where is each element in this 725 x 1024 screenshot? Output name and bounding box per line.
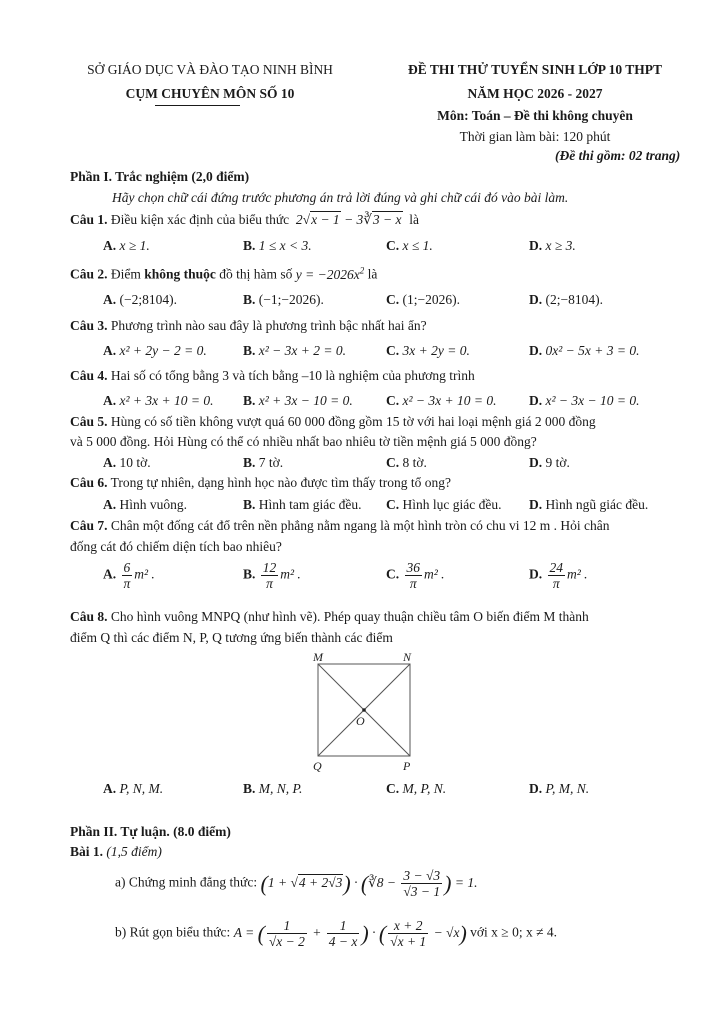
q8-option-c: C. M, P, N. <box>386 781 447 796</box>
question-5-line1: Câu 5. Hùng có số tiền không vượt quá 60 000 đồng gồm 15 tờ với hai loại mệnh giá 2 000 đồng <box>70 414 596 429</box>
q3-option-c: C. 3x + 2y = 0. <box>386 343 470 358</box>
q1-expression: 2√x − 1 − 3∛3 − x <box>292 212 402 227</box>
q1-option-d: D. x ≥ 3. <box>529 238 576 253</box>
q8-option-d: D. P, M, N. <box>529 781 590 796</box>
question-7-line2: đống cát đó chiếm diện tích bao nhiêu? <box>70 539 282 554</box>
page-count: (Đề thi gồm: 02 trang) <box>555 148 681 163</box>
bai1-b-condition: với x ≥ 0; x ≠ 4. <box>470 924 557 940</box>
label-n: N <box>403 650 412 664</box>
q8-option-b: B. M, N, P. <box>243 781 303 796</box>
question-2: Câu 2. Điểm không thuộc đồ thị hàm số $y = -2026x^2$ là <box>70 265 378 282</box>
q6-option-d: D. Hình ngũ giác đều. <box>529 497 649 512</box>
part2-title: Phần II. Tự luận. (8.0 điểm) <box>70 824 231 839</box>
q4-option-a: A. x² + 3x + 10 = 0. <box>103 393 214 408</box>
question-1 <box>70 212 419 228</box>
bai1-a: a) Chứng minh đẳng thức: (1 + √4 + 2√3) · (∛8 − $\frac{3 - √3}{√3 - 1}$ ) = 1. <box>115 868 478 899</box>
q2-option-b: B. (−1;−2026). <box>243 292 324 307</box>
q4-option-b: B. x² + 3x − 10 = 0. <box>243 393 353 408</box>
question-7-line1: Câu 7. Chân một đống cát đổ trên nền phẳng nằm ngang là một hình tròn có chu vi 12 m . Hỏi chân <box>70 518 610 533</box>
q7-option-b: B. $\frac{12}{\pi}$ m² . <box>243 560 301 591</box>
part1-title: Phần I. Trắc nghiệm (2,0 điểm) <box>70 169 250 184</box>
q2-option-d: D. (2;−8104). <box>529 292 603 307</box>
q4-option-c: C. x² − 3x + 10 = 0. <box>386 393 497 408</box>
q7-option-a: A. $\frac{6}{\pi}$ m² . <box>103 560 155 591</box>
q6-option-b: B. Hình tam giác đều. <box>243 497 362 512</box>
question-6: Câu 6. Trong tự nhiên, dạng hình học nào được tìm thấy trong tổ ong? <box>70 475 452 490</box>
question-4: Câu 4. Hai số có tổng bằng 3 và tích bằng –10 là nghiệm của phương trình <box>70 368 475 383</box>
question-8-line2: điểm Q thì các điểm N, P, Q tương ứng biến thành các điểm <box>70 630 393 645</box>
bai1-b: b) Rút gọn biểu thức: A = ( $\frac{1}{√x - 2}$ + $\frac{1}{4 - x}$ ) · ( $\frac{x + 2}{√x + 1}$ − √x) với x ≥ 0; x ≠ 4. <box>115 918 557 949</box>
q2-function: $y = -2026x^2$ <box>295 265 365 282</box>
time-limit: Thời gian làm bài: 120 phút <box>459 129 611 144</box>
exam-title: ĐỀ THI THỬ TUYỂN SINH LỚP 10 THPT <box>408 62 662 77</box>
q3-option-a: A. x² + 2y − 2 = 0. <box>103 343 207 358</box>
q7-option-c: C. $\frac{36}{\pi}$ m² . <box>386 560 445 591</box>
q1-tail: là <box>409 212 420 227</box>
label-q: Q <box>313 759 322 773</box>
q3-option-d: D. 0x² − 5x + 3 = 0. <box>529 343 640 358</box>
q1-option-b: B. 1 ≤ x < 3. <box>243 238 312 253</box>
school-year: NĂM HỌC 2026 - 2027 <box>467 86 603 101</box>
q5-option-a: A. 10 tờ. <box>103 455 151 470</box>
question-5-line2: và 5 000 đồng. Hỏi Hùng có thể có nhiều nhất bao nhiêu tờ tiền mệnh giá 5 000 đồng? <box>70 434 537 449</box>
q2-option-c: C. (1;−2026). <box>386 292 460 307</box>
q8-option-a: A. P, N, M. <box>103 781 164 796</box>
cluster-name: CỤM CHUYÊN MÔN SỐ 10 <box>125 86 295 101</box>
q6-option-a: A. Hình vuông. <box>103 497 187 512</box>
q3-option-b: B. x² − 3x + 2 = 0. <box>243 343 347 358</box>
question-3: Câu 3. Phương trình nào sau đây là phương trình bậc nhất hai ẩn? <box>70 318 427 333</box>
bai1-a-expression: (1 + √4 + 2√3) · (∛8 − $\frac{3 - √3}{√3 - 1}$ ) = 1. <box>260 868 478 899</box>
q1-label: Câu 1. <box>70 212 108 227</box>
q5-option-b: B. 7 tờ. <box>243 455 284 470</box>
label-p: P <box>403 759 411 773</box>
bai1-b-expression: A = ( $\frac{1}{√x - 2}$ + $\frac{1}{4 - x}$ ) · ( $\frac{x + 2}{√x + 1}$ − √x) <box>233 918 467 949</box>
q1-option-a: A. x ≥ 1. <box>103 238 150 253</box>
label-o: O <box>356 714 365 728</box>
q4-option-d: D. x² − 3x − 10 = 0. <box>529 393 640 408</box>
center-point-o <box>362 708 366 712</box>
q6-option-c: C. Hình lục giác đều. <box>386 497 502 512</box>
q1-text: Điều kiện xác định của biểu thức <box>110 212 290 227</box>
q5-option-c: C. 8 tờ. <box>386 455 427 470</box>
question-8-line1: Câu 8. Cho hình vuông MNPQ (như hình vẽ). Phép quay thuận chiều tâm O biến điểm M thành <box>70 609 589 624</box>
q2-option-a: A. (−2;8104). <box>103 292 177 307</box>
header-divider <box>155 105 240 106</box>
part1-instruction: Hãy chọn chữ cái đứng trước phương án trả lời đúng và ghi chữ cái đó vào bài làm. <box>112 190 569 205</box>
square-mnpq-figure <box>300 650 430 775</box>
q5-option-d: D. 9 tờ. <box>529 455 570 470</box>
q1-option-c: C. x ≤ 1. <box>386 238 433 253</box>
subject: Môn: Toán – Đề thi không chuyên <box>437 108 633 123</box>
q7-option-d: D. $\frac{24}{\pi}$ m² . <box>529 560 588 591</box>
dept-name: SỞ GIÁO DỤC VÀ ĐÀO TẠO NINH BÌNH <box>87 62 333 77</box>
label-m: M <box>313 650 323 664</box>
bai1-heading: Bài 1. (1,5 điểm) <box>70 844 162 859</box>
